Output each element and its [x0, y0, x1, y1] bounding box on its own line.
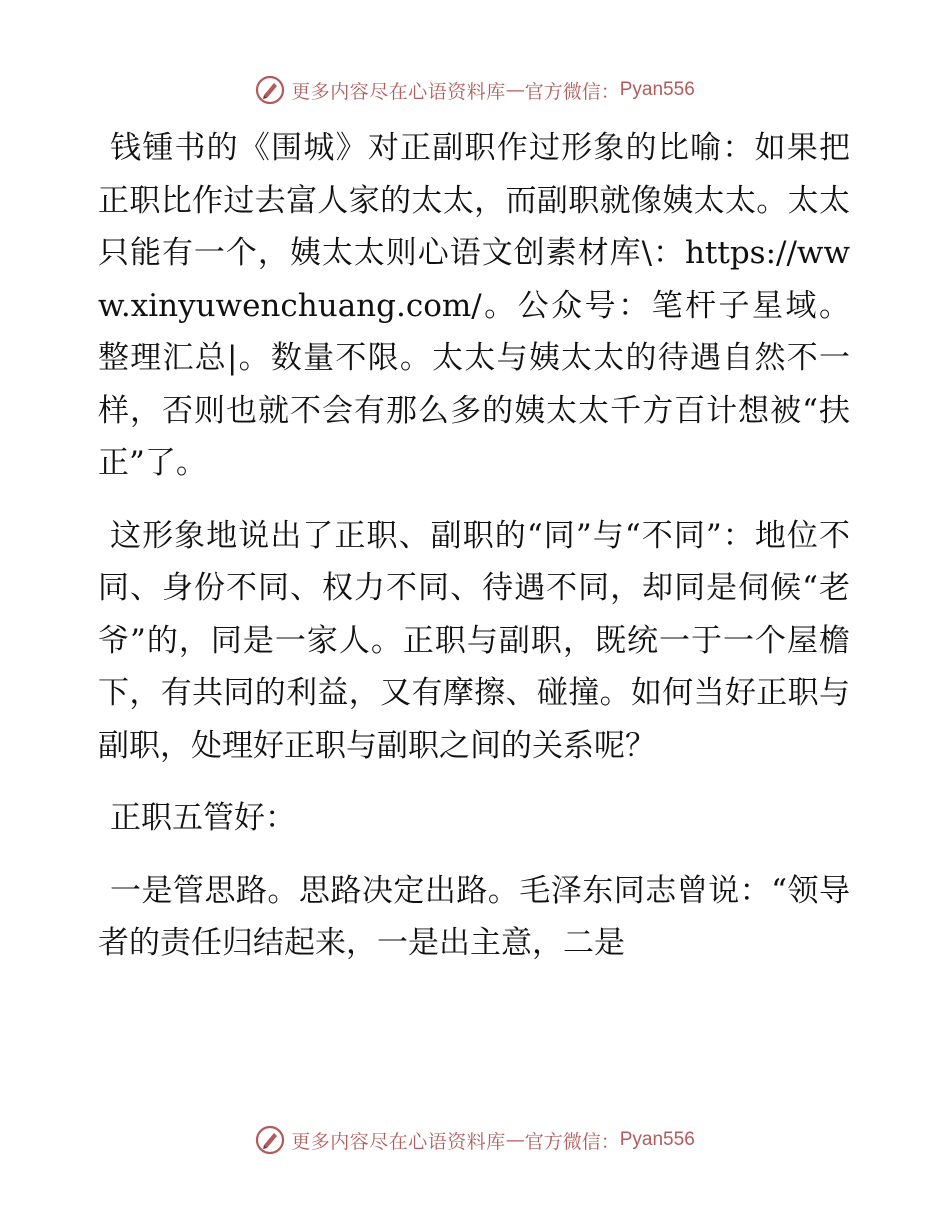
- header-banner: [0, 70, 950, 110]
- banner-label: 官方微信：: [524, 1130, 620, 1153]
- banner-label: 官方微信：: [524, 80, 620, 103]
- pen-logo-icon: [255, 1125, 285, 1155]
- document-body: [98, 122, 850, 970]
- banner-dash: —: [505, 79, 525, 101]
- paragraph: 一是管思路。思路决定出路。毛泽东同志曾说：“领导者的责任归结起来，一是出主意，二是: [98, 872, 850, 961]
- pen-logo-icon: [255, 75, 285, 105]
- banner-wechat-id: Pyan556: [619, 1129, 695, 1150]
- banner-dash: —: [505, 1129, 525, 1151]
- banner-text: 更多内容尽在心语资料库: [291, 80, 506, 103]
- banner-text: 更多内容尽在心语资料库: [291, 1130, 506, 1153]
- paragraph: 这形象地说出了正职、副职的“同”与“不同”：地位不同、身份不同、权力不同、待遇不同，却同是伺候“老爷”的，同是一家人。正职与副职，既统一于一个屋檐下，有共同的利益，又有摩擦、碰撞。如何当好正职与副职，处理好正职与副职之间的关系呢？: [98, 517, 850, 764]
- paragraph: 正职五管好：: [110, 800, 296, 836]
- banner-wechat-id: Pyan556: [619, 79, 695, 100]
- paragraph: 钱锺书的《围城》对正副职作过形象的比喻：如果把正职比作过去富人家的太太，而副职就像姨太太。太太只能有一个，姨太太则心语文创素材库\：https://www.xinyuwenchuang.com/。公众号：笔杆子星域。整理汇总|。数量不限。太太与姨太太的待遇自然不一样，否则也就不会有那么多的姨太太千方百计想被“扶正”了。: [98, 130, 850, 481]
- footer-banner: [0, 1120, 950, 1160]
